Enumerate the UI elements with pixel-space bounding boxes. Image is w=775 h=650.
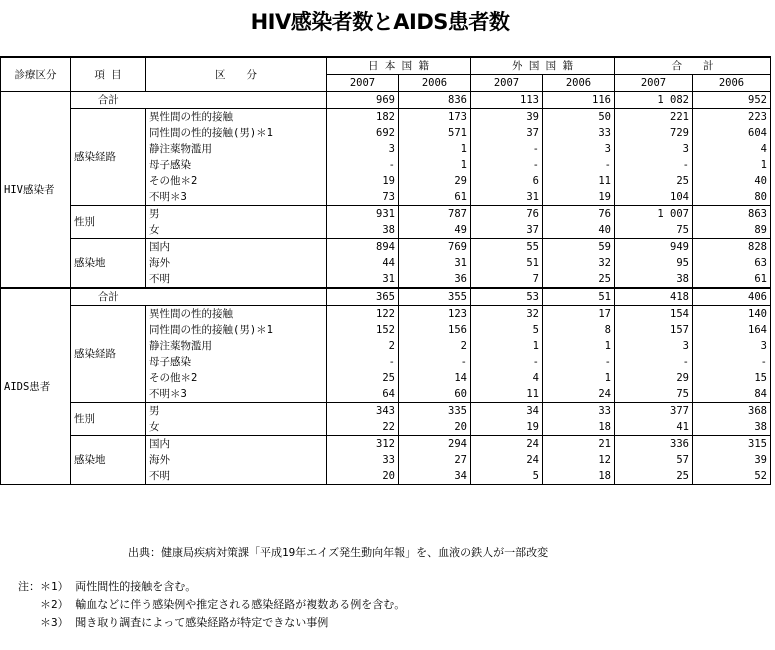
- value-cell: 32: [471, 306, 543, 323]
- header-item: 項 目: [71, 57, 146, 92]
- value-cell: 355: [399, 288, 471, 306]
- header-year: 2006: [399, 75, 471, 92]
- value-cell: 41: [615, 419, 693, 436]
- value-cell: 3: [615, 141, 693, 157]
- value-cell: 406: [693, 288, 771, 306]
- total-label: 合計: [71, 92, 146, 109]
- value-cell: 5: [471, 468, 543, 485]
- value-cell: 25: [543, 271, 615, 288]
- value-cell: 51: [543, 288, 615, 306]
- value-cell: 294: [399, 436, 471, 453]
- value-cell: 19: [327, 173, 399, 189]
- value-cell: 25: [615, 173, 693, 189]
- value-cell: 343: [327, 403, 399, 420]
- value-cell: 29: [615, 370, 693, 386]
- value-cell: -: [471, 157, 543, 173]
- row-label: 女: [146, 419, 327, 436]
- value-cell: 828: [693, 239, 771, 256]
- value-cell: 140: [693, 306, 771, 323]
- total-row: [1, 288, 771, 306]
- value-cell: 37: [471, 125, 543, 141]
- value-cell: 75: [615, 386, 693, 403]
- value-cell: 40: [693, 173, 771, 189]
- row-label: 海外: [146, 255, 327, 271]
- value-cell: 38: [615, 271, 693, 288]
- value-cell: -: [543, 354, 615, 370]
- value-cell: 729: [615, 125, 693, 141]
- value-cell: 95: [615, 255, 693, 271]
- value-cell: 116: [543, 92, 615, 109]
- group-label: 感染経路: [71, 306, 146, 403]
- row-label: 同性間の性的接触(男)＊1: [146, 322, 327, 338]
- value-cell: 6: [471, 173, 543, 189]
- table-row: [1, 239, 771, 256]
- value-cell: 18: [543, 419, 615, 436]
- group-label: 性別: [71, 403, 146, 436]
- value-cell: -: [471, 141, 543, 157]
- table-row: [1, 403, 771, 420]
- value-cell: 31: [399, 255, 471, 271]
- value-cell: 123: [399, 306, 471, 323]
- value-cell: 76: [471, 206, 543, 223]
- value-cell: 5: [471, 322, 543, 338]
- group-label: 感染地: [71, 436, 146, 485]
- source-citation: 出典：健康局疾病対策課「平成19年エイズ発生動向年報」を、血液の鉄人が一部改変: [128, 546, 549, 559]
- value-cell: 25: [615, 468, 693, 485]
- header-year: 2007: [471, 75, 543, 92]
- value-cell: 836: [399, 92, 471, 109]
- value-cell: 949: [615, 239, 693, 256]
- value-cell: 4: [693, 141, 771, 157]
- value-cell: 312: [327, 436, 399, 453]
- value-cell: 11: [471, 386, 543, 403]
- value-cell: 156: [399, 322, 471, 338]
- value-cell: 154: [615, 306, 693, 323]
- group-label: 感染地: [71, 239, 146, 289]
- value-cell: 21: [543, 436, 615, 453]
- value-cell: 22: [327, 419, 399, 436]
- row-label: 国内: [146, 436, 327, 453]
- value-cell: 12: [543, 452, 615, 468]
- value-cell: 7: [471, 271, 543, 288]
- table-cell: [146, 92, 327, 109]
- value-cell: 952: [693, 92, 771, 109]
- value-cell: 113: [471, 92, 543, 109]
- value-cell: 152: [327, 322, 399, 338]
- row-label: 母子感染: [146, 354, 327, 370]
- row-label: その他＊2: [146, 173, 327, 189]
- row-label: 異性間の性的接触: [146, 109, 327, 126]
- value-cell: 11: [543, 173, 615, 189]
- header-group-foreign: 外 国 国 籍: [471, 57, 615, 75]
- value-cell: 2: [327, 338, 399, 354]
- value-cell: 335: [399, 403, 471, 420]
- value-cell: 89: [693, 222, 771, 239]
- group-label: 性別: [71, 206, 146, 239]
- value-cell: 36: [399, 271, 471, 288]
- header-year: 2006: [543, 75, 615, 92]
- value-cell: 969: [327, 92, 399, 109]
- value-cell: 31: [327, 271, 399, 288]
- value-cell: 33: [327, 452, 399, 468]
- value-cell: 1 007: [615, 206, 693, 223]
- value-cell: 38: [693, 419, 771, 436]
- value-cell: 14: [399, 370, 471, 386]
- value-cell: -: [399, 354, 471, 370]
- value-cell: -: [615, 157, 693, 173]
- page-title: HIV感染者数とAIDS患者数: [250, 10, 510, 34]
- value-cell: 39: [693, 452, 771, 468]
- row-label: 女: [146, 222, 327, 239]
- value-cell: 49: [399, 222, 471, 239]
- value-cell: -: [327, 157, 399, 173]
- value-cell: 377: [615, 403, 693, 420]
- value-cell: 59: [543, 239, 615, 256]
- value-cell: 84: [693, 386, 771, 403]
- value-cell: 315: [693, 436, 771, 453]
- value-cell: 1: [399, 157, 471, 173]
- total-row: [1, 92, 771, 109]
- value-cell: 1: [693, 157, 771, 173]
- value-cell: 4: [471, 370, 543, 386]
- value-cell: 80: [693, 189, 771, 206]
- value-cell: 1: [399, 141, 471, 157]
- value-cell: 57: [615, 452, 693, 468]
- value-cell: 38: [327, 222, 399, 239]
- value-cell: 692: [327, 125, 399, 141]
- table-cell: [146, 288, 327, 306]
- footnote-3: ＊3） 聞き取り調査によって感染経路が特定できない事例: [18, 616, 329, 629]
- value-cell: 60: [399, 386, 471, 403]
- row-label: 異性間の性的接触: [146, 306, 327, 323]
- row-label: 静注薬物濫用: [146, 141, 327, 157]
- value-cell: 25: [327, 370, 399, 386]
- footnote-1: 注：＊1） 両性間性的接触を含む。: [18, 580, 197, 593]
- value-cell: 3: [615, 338, 693, 354]
- header-year: 2007: [615, 75, 693, 92]
- footnotes: [18, 578, 405, 632]
- row-label: 海外: [146, 452, 327, 468]
- value-cell: 24: [543, 386, 615, 403]
- value-cell: 104: [615, 189, 693, 206]
- value-cell: 27: [399, 452, 471, 468]
- value-cell: 34: [399, 468, 471, 485]
- category-label: HIV感染者: [1, 92, 71, 289]
- row-label: 同性間の性的接触(男)＊1: [146, 125, 327, 141]
- header-division: 区 分: [146, 57, 327, 92]
- value-cell: 122: [327, 306, 399, 323]
- value-cell: 52: [693, 468, 771, 485]
- value-cell: 18: [543, 468, 615, 485]
- value-cell: -: [615, 354, 693, 370]
- value-cell: 44: [327, 255, 399, 271]
- value-cell: 64: [327, 386, 399, 403]
- value-cell: 221: [615, 109, 693, 126]
- value-cell: 51: [471, 255, 543, 271]
- value-cell: 50: [543, 109, 615, 126]
- value-cell: 19: [543, 189, 615, 206]
- table-row: [1, 306, 771, 323]
- value-cell: 769: [399, 239, 471, 256]
- group-label: 感染経路: [71, 109, 146, 206]
- header-row: [1, 57, 771, 75]
- row-label: 不明＊3: [146, 386, 327, 403]
- value-cell: 73: [327, 189, 399, 206]
- value-cell: 39: [471, 109, 543, 126]
- footnote-2: ＊2） 輸血などに伴う感染例や推定される感染経路が複数ある例を含む。: [18, 598, 406, 611]
- row-label: 不明＊3: [146, 189, 327, 206]
- value-cell: 61: [693, 271, 771, 288]
- row-label: 母子感染: [146, 157, 327, 173]
- value-cell: 32: [543, 255, 615, 271]
- value-cell: 24: [471, 452, 543, 468]
- value-cell: 164: [693, 322, 771, 338]
- value-cell: 29: [399, 173, 471, 189]
- value-cell: -: [693, 354, 771, 370]
- value-cell: 33: [543, 403, 615, 420]
- value-cell: 63: [693, 255, 771, 271]
- row-label: 男: [146, 403, 327, 420]
- total-label: 合計: [71, 288, 146, 306]
- value-cell: 1: [543, 338, 615, 354]
- value-cell: 20: [327, 468, 399, 485]
- value-cell: 3: [327, 141, 399, 157]
- value-cell: 336: [615, 436, 693, 453]
- value-cell: 40: [543, 222, 615, 239]
- header-group-total: 合 計: [615, 57, 771, 75]
- category-label: AIDS患者: [1, 288, 71, 485]
- value-cell: 3: [693, 338, 771, 354]
- value-cell: 571: [399, 125, 471, 141]
- value-cell: 3: [543, 141, 615, 157]
- value-cell: 19: [471, 419, 543, 436]
- value-cell: 24: [471, 436, 543, 453]
- row-label: その他＊2: [146, 370, 327, 386]
- table-row: [1, 109, 771, 126]
- value-cell: 604: [693, 125, 771, 141]
- value-cell: 34: [471, 403, 543, 420]
- header-year: 2007: [327, 75, 399, 92]
- header-year: 2006: [693, 75, 771, 92]
- value-cell: 20: [399, 419, 471, 436]
- value-cell: 223: [693, 109, 771, 126]
- value-cell: -: [327, 354, 399, 370]
- value-cell: 931: [327, 206, 399, 223]
- table-row: [1, 206, 771, 223]
- hiv-aids-table: [0, 56, 771, 485]
- header-category: 診療区分: [1, 57, 71, 92]
- value-cell: -: [543, 157, 615, 173]
- value-cell: 365: [327, 288, 399, 306]
- value-cell: 8: [543, 322, 615, 338]
- value-cell: 368: [693, 403, 771, 420]
- row-label: 不明: [146, 468, 327, 485]
- value-cell: 894: [327, 239, 399, 256]
- value-cell: 863: [693, 206, 771, 223]
- value-cell: -: [471, 354, 543, 370]
- value-cell: 2: [399, 338, 471, 354]
- value-cell: 1: [471, 338, 543, 354]
- row-label: 静注薬物濫用: [146, 338, 327, 354]
- value-cell: 173: [399, 109, 471, 126]
- table-row: [1, 436, 771, 453]
- value-cell: 1: [543, 370, 615, 386]
- row-label: 男: [146, 206, 327, 223]
- value-cell: 17: [543, 306, 615, 323]
- value-cell: 31: [471, 189, 543, 206]
- value-cell: 53: [471, 288, 543, 306]
- row-label: 不明: [146, 271, 327, 288]
- value-cell: 157: [615, 322, 693, 338]
- value-cell: 61: [399, 189, 471, 206]
- value-cell: 418: [615, 288, 693, 306]
- value-cell: 1 082: [615, 92, 693, 109]
- value-cell: 787: [399, 206, 471, 223]
- value-cell: 55: [471, 239, 543, 256]
- header-group-japanese: 日 本 国 籍: [327, 57, 471, 75]
- value-cell: 76: [543, 206, 615, 223]
- value-cell: 37: [471, 222, 543, 239]
- value-cell: 33: [543, 125, 615, 141]
- row-label: 国内: [146, 239, 327, 256]
- value-cell: 15: [693, 370, 771, 386]
- value-cell: 75: [615, 222, 693, 239]
- value-cell: 182: [327, 109, 399, 126]
